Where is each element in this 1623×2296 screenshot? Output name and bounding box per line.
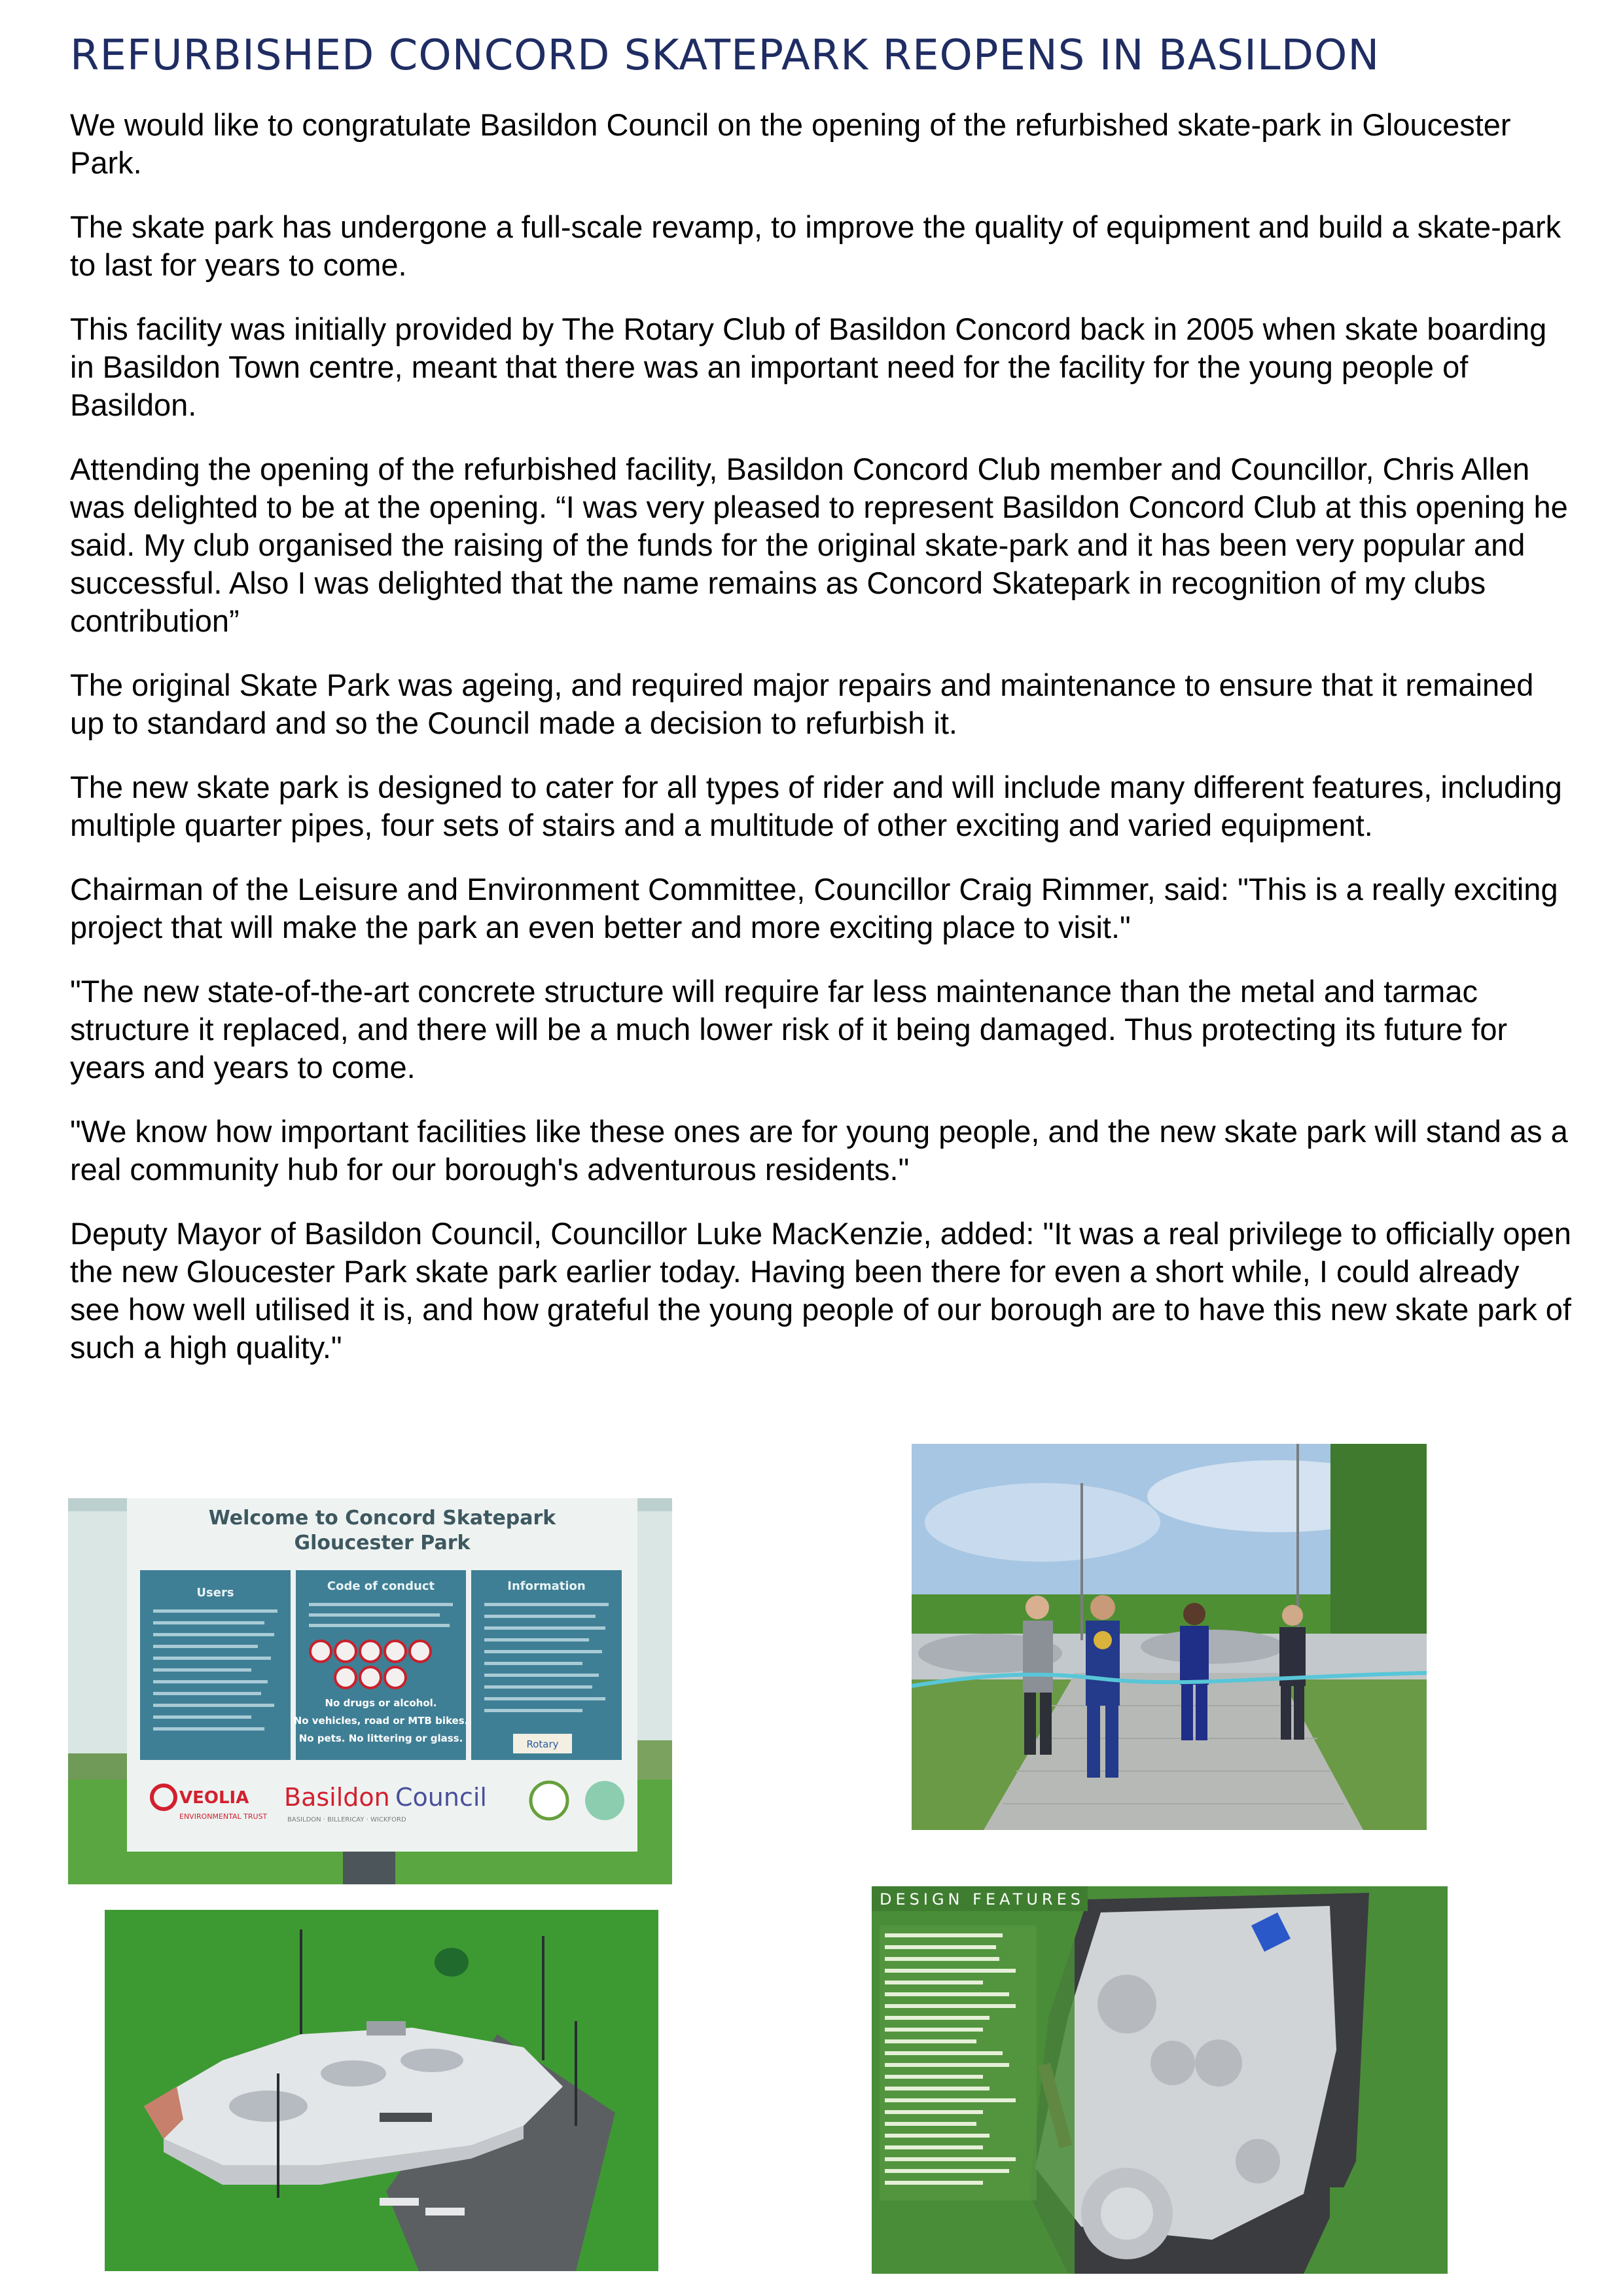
sign-rule-vehicles: No vehicles, road or MTB bikes. <box>293 1715 469 1727</box>
paragraph: Chairman of the Leisure and Environment Committee, Councillor Craig Rimmer, said: "This is a really exciting project that will make the park an even better and more exciting place to visit." <box>70 872 1558 944</box>
sign-rule-drugs: No drugs or alcohol. <box>325 1697 437 1709</box>
sign-rotary-logo: Rotary <box>526 1738 559 1750</box>
photo-ribbon-cutting <box>912 1444 1427 1830</box>
sign-rule-pets: No pets. No littering or glass. <box>298 1732 463 1744</box>
paragraph: We would like to congratulate Basildon Council on the opening of the refurbished skate-park in Gloucester Park. <box>70 107 1511 180</box>
sign-welcome-line1: Welcome to Concord Skatepark <box>208 1507 556 1530</box>
plan-title: DESIGN FEATURES <box>880 1890 1084 1909</box>
sign-users-heading: Users <box>196 1586 234 1600</box>
svg-text:BASILDON · BILLERICAY · WICKFO: BASILDON · BILLERICAY · WICKFORD <box>287 1816 406 1823</box>
paragraph: Deputy Mayor of Basildon Council, Councillor Luke MacKenzie, added: "It was a real privilege to officially open the new Gloucester Park skate park earlier today. Having been there for even a short while, I could already see how well utilised it is, and how grateful the young people of our borough are to have this new skate park of such a high quality." <box>70 1216 1571 1365</box>
paragraph: The skate park has undergone a full-scale revamp, to improve the quality of equipment and build a skate-park to last for years to come. <box>70 209 1561 282</box>
article-body <box>70 106 1575 1393</box>
article-title: REFURBISHED CONCORD SKATEPARK REOPENS IN BASILDON <box>70 31 1380 80</box>
photo-welcome-sign <box>68 1498 672 1884</box>
paragraph: This facility was initially provided by The Rotary Club of Basildon Concord back in 2005 when skate boarding in Basildon Town centre, meant that there was an important need for the facility for the young people of Basildon. <box>70 312 1547 422</box>
svg-text:Basildon: Basildon <box>284 1783 390 1812</box>
sign-code-heading: Code of conduct <box>327 1579 435 1593</box>
paragraph: The original Skate Park was ageing, and required major repairs and maintenance to ensure that it remained up to standard and so the Council made a decision to refurbish it. <box>70 668 1534 740</box>
partner-logo-icon <box>585 1781 624 1820</box>
paragraph: Attending the opening of the refurbished facility, Basildon Concord Club member and Councillor, Chris Allen was delighted to be at the opening. “I was very pleased to represent Basildon Concord Club at this opening he said. My club organised the raising of the funds for the original skate-park and it has been very popular and successful. Also I was delighted that the name remains as Concord Skatepark in recognition of my clubs contribution” <box>70 452 1568 638</box>
svg-text:Council: Council <box>395 1783 487 1812</box>
svg-text:VEOLIA: VEOLIA <box>179 1788 249 1808</box>
paragraph: "The new state-of-the-art concrete structure will require far less maintenance than the metal and tarmac structure it replaced, and there will be a much lower risk of it being damaged. Thus protecting its future for years and years to come. <box>70 974 1508 1085</box>
photo-design-features-plan <box>872 1886 1448 2274</box>
recycle-icon <box>531 1782 567 1819</box>
paragraph: "We know how important facilities like these ones are for young people, and the new skate park will stand as a real community hub for our borough's adventurous residents." <box>70 1114 1568 1187</box>
paragraph: The new skate park is designed to cater for all types of rider and will include many different features, including multiple quarter pipes, four sets of stairs and a multitude of other exciting and varied equipment. <box>70 770 1562 842</box>
svg-text:ENVIRONMENTAL TRUST: ENVIRONMENTAL TRUST <box>179 1812 268 1821</box>
sign-welcome-line2: Gloucester Park <box>294 1532 471 1554</box>
sign-info-heading: Information <box>507 1579 586 1593</box>
photo-skatepark-render <box>105 1910 658 2271</box>
